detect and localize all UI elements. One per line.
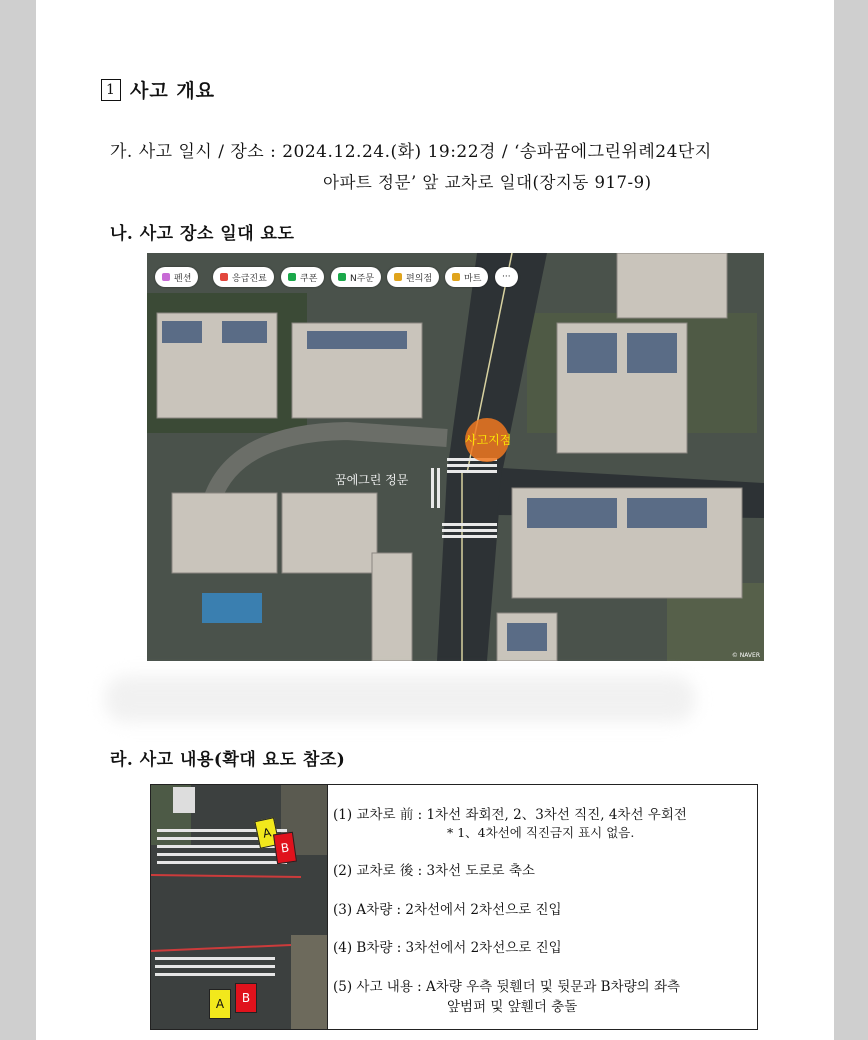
map-heading: 나. 사고 장소 일대 요도 bbox=[110, 224, 295, 244]
detail-item-4: (4) B차량 : 3차선에서 2차선으로 진입 bbox=[333, 940, 562, 956]
aerial-map-drawing bbox=[147, 253, 764, 661]
map-chip-emergency[interactable]: 응급진료 bbox=[213, 267, 274, 287]
right-margin bbox=[834, 0, 868, 1040]
car-b-bottom: B bbox=[235, 983, 257, 1013]
detail-heading: 라. 사고 내용(확대 요도 참조) bbox=[110, 750, 346, 770]
car-a-bottom: A bbox=[209, 989, 231, 1019]
car-b-top: B bbox=[273, 832, 297, 864]
detail-item-3: (3) A차량 : 2차선에서 2차선으로 진입 bbox=[333, 902, 562, 918]
car-a-top: A bbox=[254, 817, 279, 849]
map-chip-coupon[interactable]: 쿠폰 bbox=[281, 267, 324, 287]
map-watermark: © NAVER bbox=[731, 652, 760, 659]
map-chip-mart[interactable]: 마트 bbox=[445, 267, 488, 287]
accident-point-label: 사고지점 bbox=[465, 433, 512, 447]
section-heading bbox=[101, 76, 215, 103]
accident-datetime-line2: 아파트 정문’ 앞 교차로 일대(장지동 917-9) bbox=[323, 173, 652, 192]
section-title: 사고 개요 bbox=[130, 80, 216, 102]
detail-item-1: (1) 교차로 前 : 1차선 좌회전, 2、3차선 직진, 4차선 우회전 bbox=[333, 807, 687, 823]
section-number-box: 1 bbox=[101, 79, 121, 101]
detail-item-5-cont: 앞범퍼 및 앞휀더 충돌 bbox=[447, 999, 578, 1015]
accident-area-map bbox=[147, 253, 764, 661]
detail-box bbox=[150, 784, 758, 1030]
map-chip-pension[interactable]: 펜션 bbox=[155, 267, 198, 287]
detail-item-5: (5) 사고 내용 : A차량 우측 뒷휀더 및 뒷문과 B차량의 좌측 bbox=[333, 979, 681, 995]
left-margin bbox=[0, 0, 36, 1040]
accident-datetime-line1: 가. 사고 일시 / 장소 : 2024.12.24.(화) 19:22경 / ‘송파꿈에그린위례24단지 bbox=[110, 142, 712, 162]
main-gate-label: 꿈에그린 정문 bbox=[335, 473, 409, 487]
redacted-area bbox=[105, 676, 695, 722]
map-chip-norder[interactable]: N주문 bbox=[331, 267, 381, 287]
detail-aerial-photo bbox=[151, 785, 328, 1029]
map-chip-more[interactable]: ··· bbox=[495, 267, 518, 287]
map-chip-convenience[interactable]: 편의점 bbox=[387, 267, 439, 287]
detail-item-2: (2) 교차로 後 : 3차선 도로로 축소 bbox=[333, 863, 535, 879]
detail-item-1-note: * 1、4차선에 직진금지 표시 없음. bbox=[447, 825, 635, 840]
